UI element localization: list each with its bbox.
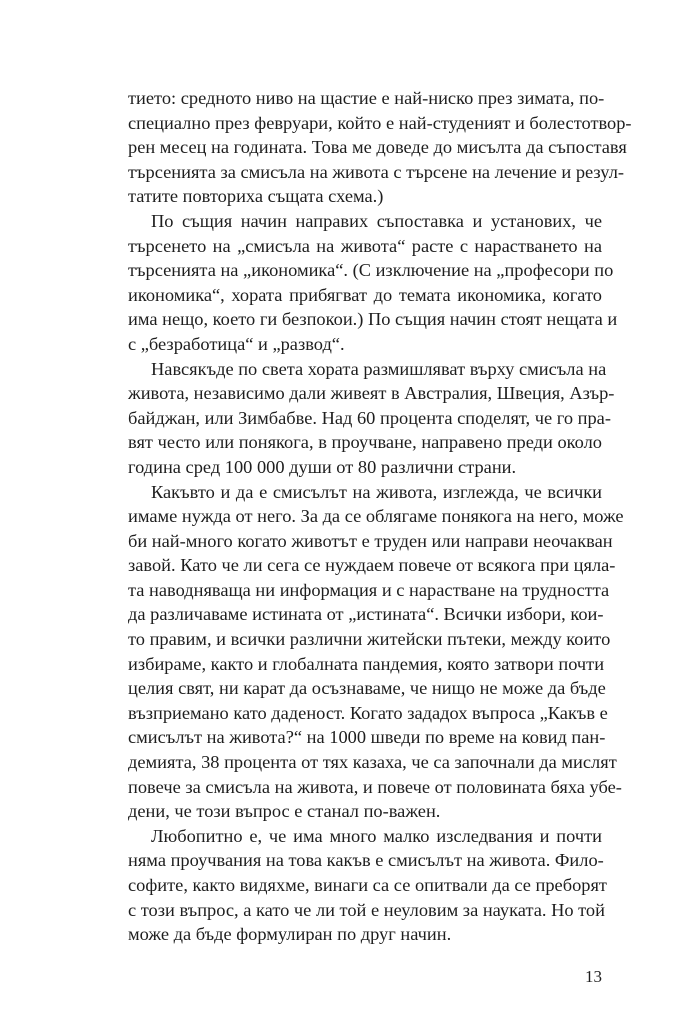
text-line: година сред 100 000 души от 80 различни страни. bbox=[128, 456, 517, 477]
text-line: вят често или понякога, в проучване, направено преди около bbox=[128, 432, 602, 453]
page-number: 13 bbox=[585, 967, 602, 986]
text-line: да различаваме истината от „истината“. Всички избори, кои- bbox=[128, 604, 604, 625]
body-text bbox=[128, 86, 632, 947]
text-line: Навсякъде по света хората размишляват върху смисъла на bbox=[151, 358, 607, 379]
text-line: рен месец на годината. Това ме доведе до мисълта да съпоставя bbox=[128, 137, 627, 158]
text-line: целия свят, ни карат да осъзнаваме, че нищо не може да бъде bbox=[128, 678, 606, 699]
text-line: дени, че този въпрос е станал по-важен. bbox=[128, 801, 441, 822]
text-line: Любопитно е, че има много малко изследвания и почти bbox=[151, 825, 602, 846]
text-line: специално през февруари, който е най-студеният и болестотвор- bbox=[128, 112, 632, 133]
text-line: тието: средното ниво на щастие е най-ниско през зимата, по- bbox=[128, 88, 605, 108]
text-line: та наводняваща ни информация и с нарастване на трудността bbox=[128, 579, 610, 600]
text-line: татите повториха същата схема.) bbox=[128, 186, 384, 207]
text-line: избираме, както и глобалната пандемия, която затвори почти bbox=[128, 653, 605, 674]
paragraph bbox=[128, 86, 632, 209]
paragraph bbox=[128, 209, 618, 357]
text-line: може да бъде формулиран по друг начин. bbox=[128, 924, 452, 945]
text-line: завой. Като че ли сега се нуждаем повече от всякога при цяла- bbox=[128, 555, 616, 576]
text-line: софите, както видяхме, винаги са се опитвали да се преборят bbox=[128, 875, 607, 895]
text-line: смисълът на живота?“ на 1000 шведи по време на ковид пан- bbox=[128, 727, 606, 748]
text-line: с този въпрос, а като че ли той е неуловим за науката. Но той bbox=[128, 899, 605, 920]
text-line: По същия начин направих съпоставка и установих, че bbox=[151, 210, 602, 231]
text-line: възприемано като даденост. Когато зададох въпроса „Какъв е bbox=[128, 702, 608, 723]
text-line: търсенията за смисъла на живота с търсене на лечение и резул- bbox=[128, 161, 624, 182]
text-line: икономика“, хората прибягват до темата икономика, когато bbox=[128, 284, 602, 305]
text-line: демията, 38 процента от тях казаха, че са започнали да мислят bbox=[128, 752, 617, 773]
text-line: живота, независимо дали живеят в Австралия, Швеция, Азър- bbox=[128, 383, 615, 404]
text-line: има нещо, което ги безпокои.) По същия начин стоят нещата и bbox=[128, 309, 618, 330]
text-line: повече за смисъла на живота, и повече от половината бяха убе- bbox=[128, 776, 622, 797]
text-line: търсенията на „икономика“. (С изключение на „професори по bbox=[128, 260, 614, 281]
text-line: би най-много когато животът е труден или направи неочакван bbox=[128, 530, 613, 551]
text-line: търсенето на „смисъла на живота“ расте с нарастването на bbox=[128, 235, 602, 256]
text-line: то правим, и всички различни житейски пътеки, между които bbox=[128, 629, 611, 650]
text-line: байджан, или Зимбабве. Над 60 процента споделят, че го пра- bbox=[128, 407, 611, 428]
paragraph bbox=[128, 480, 624, 824]
text-line: няма проучвания на това какъв е смисълът на живота. Фило- bbox=[128, 850, 604, 871]
paragraph bbox=[128, 824, 607, 947]
text-line: Какъвто и да е смисълът на живота, изглежда, че всички bbox=[151, 481, 602, 502]
text-line: с „безработица“ и „развод“. bbox=[128, 333, 345, 354]
paragraph bbox=[128, 357, 615, 480]
text-line: имаме нужда от него. За да се облягаме понякога на него, може bbox=[128, 506, 624, 527]
